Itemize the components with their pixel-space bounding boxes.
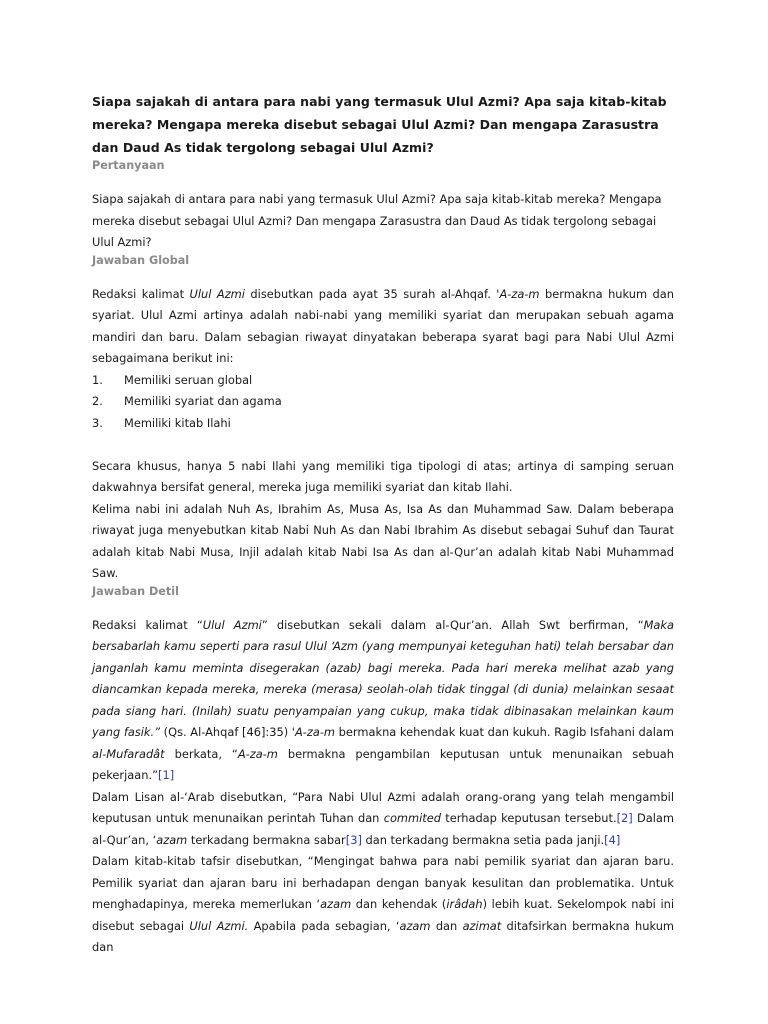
footnote-link-1[interactable]: [1] [158,768,175,782]
question-text: Siapa sajakah di antara para nabi yang termasuk Ulul Azmi? Apa saja kitab-kitab mereka? Mengapa mereka disebut sebagai Ulul Azmi? Dan mengapa Zarasustra dan Daud As tidak tergolong sebagai Ulul Azmi? [92,192,662,249]
detail-answer-label: Jawaban Detil [92,584,179,598]
blank-line [92,434,674,456]
list-item: 3. Memiliki kitab Ilahi [92,415,231,430]
question-label: Pertanyaan [92,159,165,172]
detail-paragraph-2: Dalam Lisan al-‘Arab disebutkan, “Para Nabi Ulul Azmi adalah orang-orang yang telah mengambil keputusan untuk menunaikan perintah Tuhan dan commited terhadap keputusan tersebut.[2] Dalam al-Qur’an, ‘azam terkadang bermakna sabar[3] dan terkadang bermakna setia pada janji.[4] [92,789,675,847]
footnote-link-4[interactable]: [4] [604,832,621,847]
global-paragraph-2: Secara khusus, hanya 5 nabi Ilahi yang memiliki tiga tipologi di atas; artinya di samping seruan dakwahnya bersifat general, mereka juga memiliki syariat dan kitab Ilahi. [92,458,674,494]
requirements-list [92,370,674,435]
footnote-link-2[interactable]: [2] [616,811,633,825]
footnote-link-3[interactable]: [3] [345,832,362,847]
global-answer-label: Jawaban Global [92,253,190,267]
detail-paragraph-1: Redaksi kalimat “Ulul Azmi” disebutkan sekali dalam al-Qur’an. Allah Swt berfirman, “Maka bersabarlah kamu seperti para rasul Ulul ‘Azm (yang mempunyai keteguhan hati) telah bersabar dan janganlah kamu meminta disegerakan (azab) bagi mereka. Pada hari mereka melihat azab yang diancamkan kepada mereka, mereka (merasa) seolah-olah tidak tinggal (di dunia) melainkan sesaat pada siang hari. (Inilah) suatu penyampaian yang cukup, maka tidak dibinasakan melainkan kaum yang fasik.” (Qs. Al-Ahqaf [46]:35) 'A-za-m bermakna kehendak kuat dan kukuh. Ragib Isfahani dalam al-Mufaradât berkata, “A-za-m bermakna pengambilan keputusan untuk menunaikan sebuah pekerjaan.”[1] [92,617,674,782]
global-paragraph-1: Redaksi kalimat Ulul Azmi disebutkan pada ayat 35 surah al-Ahqaf. 'A-za-m bermakna hukum dan syariat. Ulul Azmi artinya adalah nabi-nabi yang memiliki syariat dan merupakan sebuah agama mandiri dan baru. Dalam sebagian riwayat dinyatakan beberapa syarat bagi para Nabi Ulul Azmi sebagaimana berikut ini: [92,286,674,365]
article [92,90,674,959]
global-paragraph-3: Kelima nabi ini adalah Nuh As, Ibrahim As, Musa As, Isa As dan Muhammad Saw. Dalam beberapa riwayat juga menyebutkan kitab Nabi Nuh As dan Nabi Ibrahim As disebut sebagai Suhuf dan Taurat adalah kitab Nabi Musa, Injil adalah kitab Nabi Isa As dan al-Qur’an adalah kitab Nabi Muhammad Saw. [92,501,674,580]
list-item: 2. Memiliki syariat dan agama [92,394,282,408]
detail-paragraph-3: Dalam kitab-kitab tafsir disebutkan, “Mengingat bahwa para nabi pemilik syariat dan ajaran baru. Pemilik syariat dan ajaran baru ini berhadapan dengan banyak kesulitan dan problematika. Untuk menghadapinya, mereka memerlukan ‘azam dan kehendak (irâdah) lebih kuat. Sekelompok nabi ini disebut sebagai Ulul Azmi. Apabila pada sebagian, ‘azam dan azimat ditafsirkan bermakna hukum dan [92,854,675,954]
list-item: 1. Memiliki seruan global [92,372,253,387]
article-title: Siapa sajakah di antara para nabi yang termasuk Ulul Azmi? Apa saja kitab-kitab mereka? Mengapa mereka disebut sebagai Ulul Azmi? Dan mengapa Zarasustra dan Daud As tidak tergolong sebagai Ulul Azmi? [92,94,667,155]
